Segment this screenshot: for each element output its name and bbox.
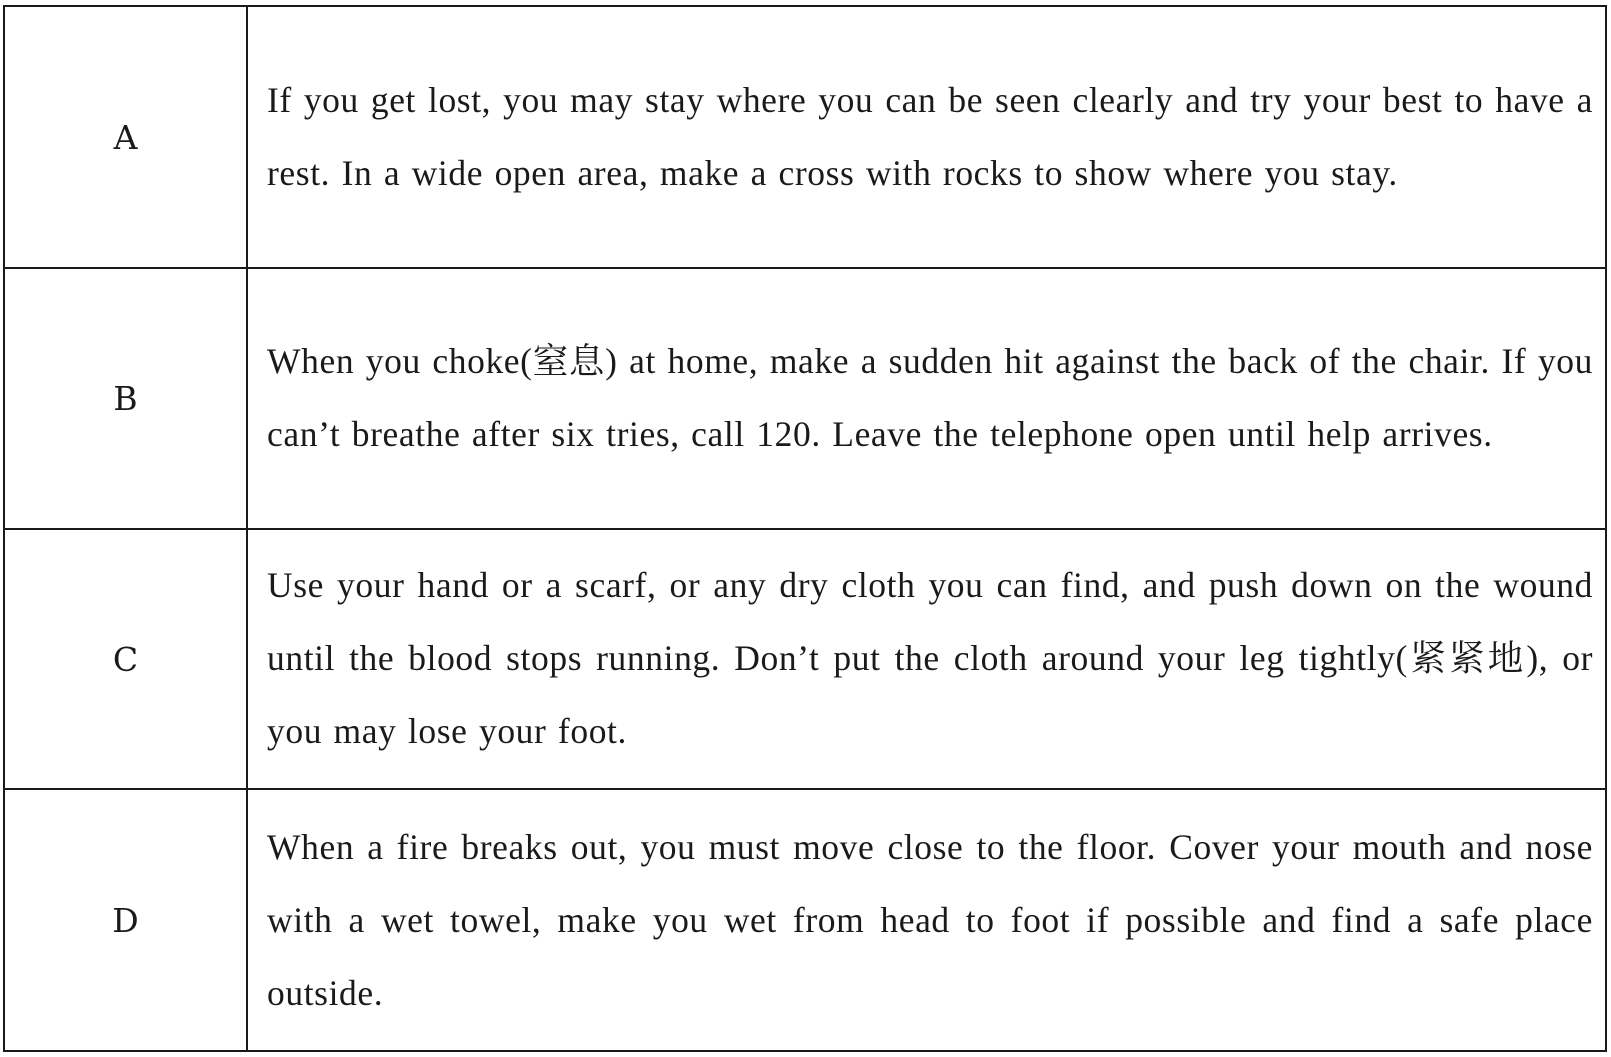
row-text-d: When a fire breaks out, you must move close to the floor. Cover your mouth and nose with a wet towel, make you wet from head to foot if possible and find a safe place outside. [247,789,1605,1050]
table-row [5,268,1605,529]
passage-table [5,7,1605,1050]
passage-table-sheet [3,5,1607,1052]
table-row [5,7,1605,268]
table-row [5,529,1605,790]
row-text-c: Use your hand or a scarf, or any dry cloth you can find, and push down on the wound until the blood stops running. Don’t put the cloth around your leg tightly(紧紧地), or you may lose your foot. [247,529,1605,790]
row-label-a: A [5,7,247,268]
row-text-b: When you choke(窒息) at home, make a sudden hit against the back of the chair. If you can’t breathe after six tries, call 120. Leave the telephone open until help arrives. [247,268,1605,529]
row-label-d: D [5,789,247,1050]
table-row [5,789,1605,1050]
row-label-c: C [5,529,247,790]
row-label-b: B [5,268,247,529]
row-text-a: If you get lost, you may stay where you can be seen clearly and try your best to have a rest. In a wide open area, make a cross with rocks to show where you stay. [267,79,1593,193]
